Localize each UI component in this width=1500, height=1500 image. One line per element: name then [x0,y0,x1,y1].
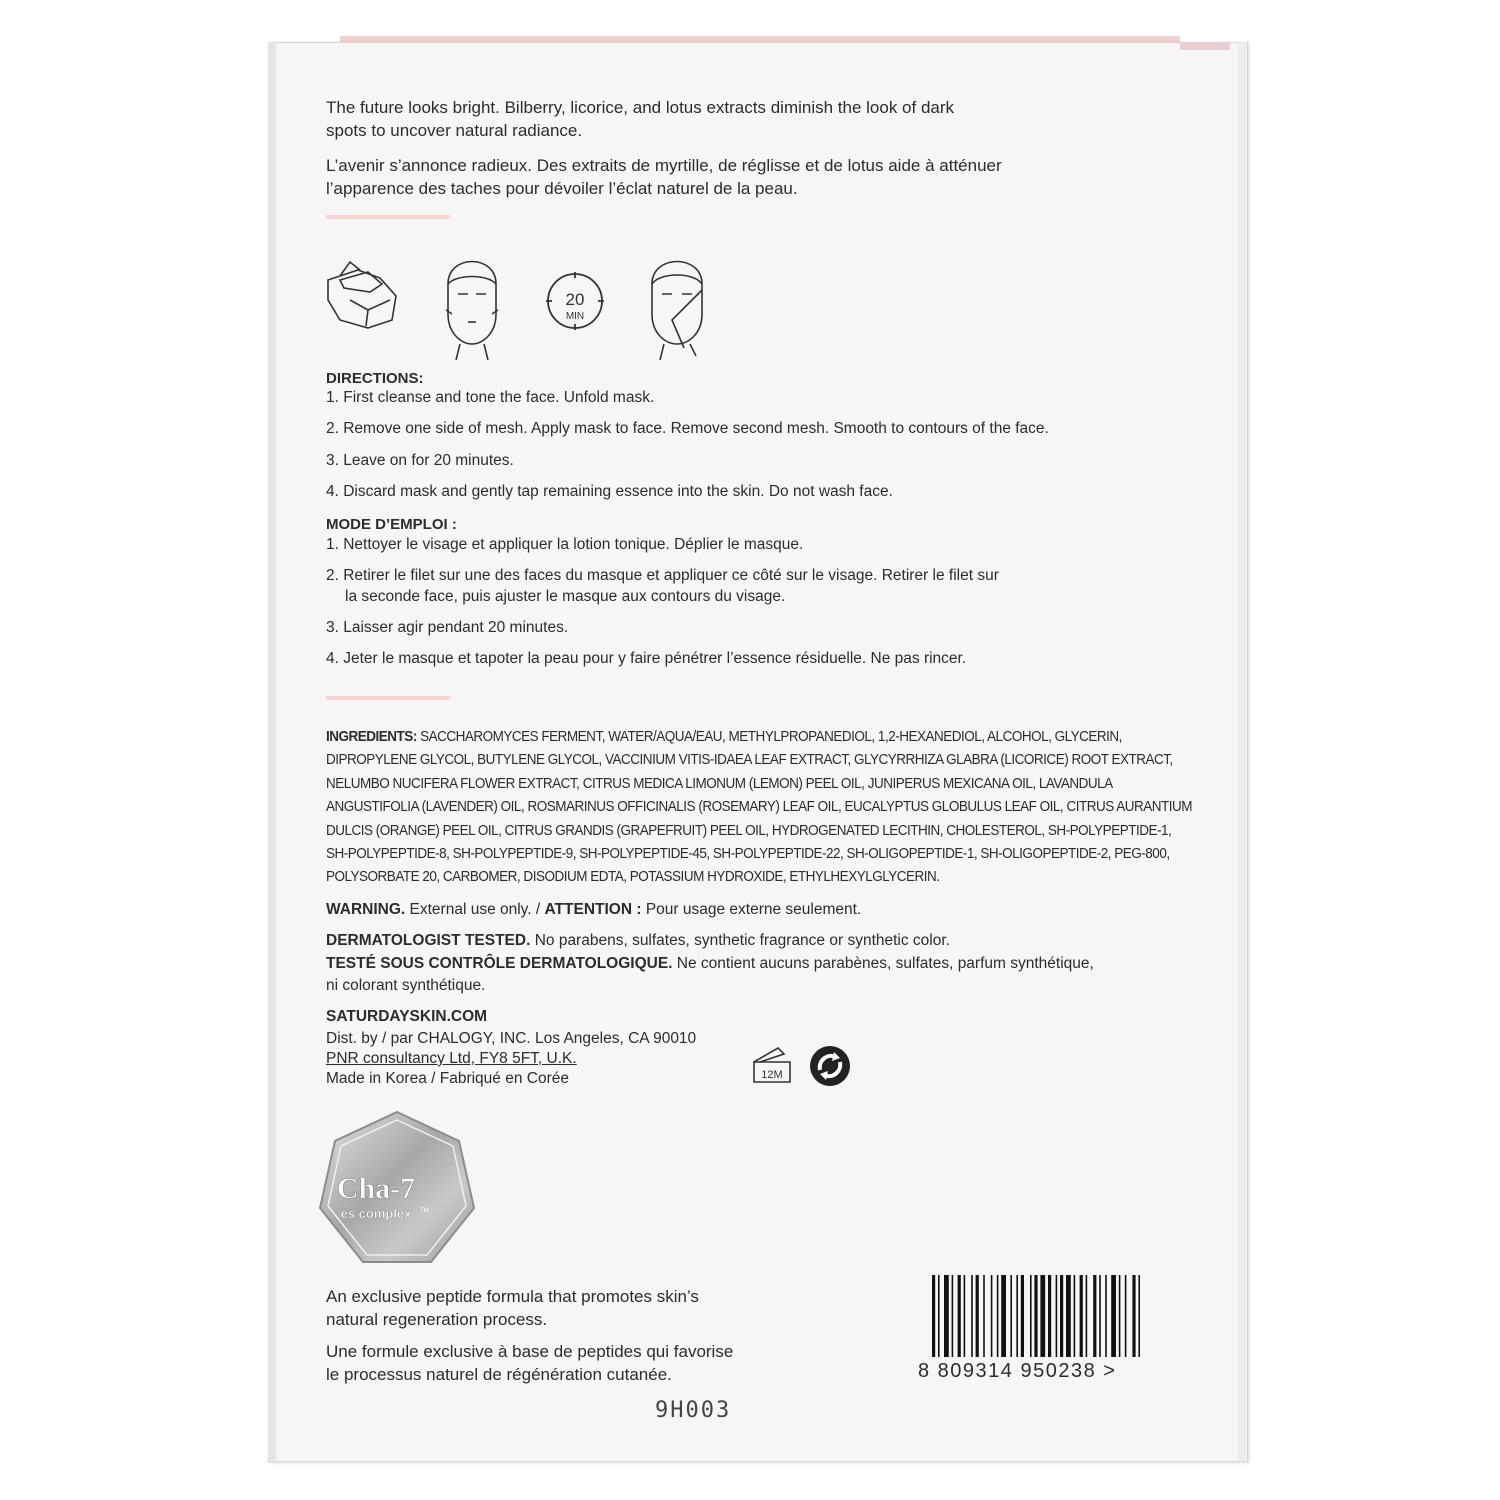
peptide-fr-line2: le processus naturel de régénération cutanée. [326,1365,672,1384]
barcode-bar [1066,1275,1071,1357]
directions-heading: DIRECTIONS: [326,370,424,387]
ingredients-line-1: INGREDIENTS: SACCHAROMYCES FERMENT, WATER/AQUA/EAU, METHYLPROPANEDIOL, 1,2-HEXANEDIOL, ALCOHOL, GLYCERIN, [326,728,1122,745]
directions-step-3: 3. Leave on for 20 minutes. [326,452,514,469]
barcode-bar [952,1275,954,1357]
recycle-icon [808,1044,852,1088]
badge-subtitle: es complex [340,1206,412,1221]
barcode-bar [938,1275,940,1357]
uk-address: PNR consultancy Ltd, FY8 5FT, U.K. [326,1050,577,1067]
barcode-bar [1093,1275,1096,1357]
barcode-bar [1010,1275,1012,1357]
badge-tm: TM [420,1208,429,1214]
barcode [930,1275,1180,1357]
divider-middle [326,696,450,700]
ingredients-block [326,725,1206,889]
box-right-edge [1238,42,1246,1460]
pao-label: 12M [761,1069,783,1081]
box-left-edge [268,42,276,1460]
attention-label: ATTENTION : [544,901,642,918]
barcode-bar [976,1275,979,1357]
barcode-bar [1111,1275,1116,1357]
barcode-bar [964,1275,966,1357]
barcode-bar [1060,1275,1063,1357]
mode-emploi-step-3: 3. Laisser agir pendant 20 minutes. [326,619,569,636]
directions-step-1: 1. First cleanse and tone the face. Unfold mask. [326,389,655,406]
derm-label: DERMATOLOGIST TESTED. [326,932,531,949]
barcode-bar [1056,1275,1058,1357]
mode-emploi-step-1: 1. Nettoyer le visage et appliquer la lotion tonique. Déplier le masque. [326,536,804,553]
ingredients-line-6: SH-POLYPEPTIDE-8, SH-POLYPEPTIDE-9, SH-POLYPEPTIDE-45, SH-POLYPEPTIDE-22, SH-OLIGOPEPTIDE-1, SH-OLIGOPEPTIDE-2, PEG-800, [326,845,1170,863]
intro-fr-line2: l’apparence des taches pour dévoiler l’éclat naturel de la peau. [326,179,798,198]
derm-label-fr: TESTÉ SOUS CONTRÔLE DERMATOLOGIQUE. [326,955,673,972]
mode-emploi-heading: MODE D’EMPLOI : [326,516,457,533]
barcode-bar [1132,1275,1135,1357]
barcode-bar [1001,1275,1006,1357]
lot-number: 9H003 [655,1398,732,1423]
website: SATURDAYSKIN.COM [326,1008,488,1025]
badge-title: Cha-7 [336,1172,416,1205]
barcode-number: 8 809314 950238 > [918,1360,1117,1382]
barcode-bar [997,1275,999,1357]
intro-en-line1: The future looks bright. Bilberry, licorice, and lotus extracts diminish the look of dark [326,98,955,117]
barcode-bar [932,1275,935,1357]
barcode-bar [1016,1275,1018,1357]
barcode-bar [1074,1275,1076,1357]
ingredients-line-3: NELUMBO NUCIFERA FLOWER EXTRACT, CITRUS MEDICA LIMONUM (LEMON) PEEL OIL, JUNIPERUS MEXICANA OIL, LAVANDULA [326,774,1113,792]
distributor: Dist. by / par CHALOGY, INC. Los Angeles, CA 90010 [326,1030,697,1047]
barcode-bar [944,1275,949,1357]
ingredients-line-7: POLYSORBATE 20, CARBOMER, DISODIUM EDTA, POTASSIUM HYDROXIDE, ETHYLHEXYLGLYCERIN. [326,868,940,886]
mode-emploi-step-2-cont: la seconde face, puis ajuster le masque aux contours du visage. [345,588,786,605]
mode-emploi-step-4: 4. Jeter le masque et tapoter la peau pour y faire pénétrer l’essence résiduelle. Ne pas rincer. [326,650,967,667]
cha7-badge [316,1110,478,1278]
barcode-bar [983,1275,985,1357]
ingredients-line-4: ANGUSTIFOLIA (LAVENDER) OIL, ROSMARINUS OFFICINALIS (ROSEMARY) LEAF OIL, EUCALYPTUS GLOBULUS LEAF OIL, CITRUS AURANTIUM [326,798,1193,816]
peptide-en-line2: natural regeneration process. [326,1310,548,1329]
ingredients-line-2: DIPROPYLENE GLYCOL, BUTYLENE GLYCOL, VACCINIUM VITIS-IDAEA LEAF EXTRACT, GLYCYRRHIZA GLABRA (LICORICE) ROOT EXTRACT, [326,751,1173,769]
barcode-bar [1105,1275,1107,1357]
barcode-bar [971,1275,973,1357]
ingredients-line-5: DULCIS (ORANGE) PEEL OIL, CITRUS GRANDIS (GRAPEFRUIT) PEEL OIL, HYDROGENATED LECITHIN, CHOLESTEROL, SH-POLYPEPTIDE-1, [326,821,1172,839]
barcode-bar [991,1275,993,1357]
directions-step-2: 2. Remove one side of mesh. Apply mask to face. Remove second mesh. Smooth to contours of the face. [326,420,1049,437]
barcode-bar [1138,1275,1140,1357]
warning-label: WARNING. [326,901,406,918]
barcode-bar [1040,1275,1045,1357]
barcode-bar [1119,1275,1121,1357]
barcode-bar [1030,1275,1032,1357]
derm-en-line: DERMATOLOGIST TESTED. No parabens, sulfates, synthetic fragrance or synthetic color. [326,932,950,949]
barcode-bar [958,1275,961,1357]
timer-icon [546,272,604,330]
intro-en-line2: spots to uncover natural radiance. [326,121,583,140]
derm-fr-line2: ni colorant synthétique. [326,977,486,994]
derm-fr-line: TESTÉ SOUS CONTRÔLE DERMATOLOGIQUE. Ne contient aucuns parabènes, sulfates, parfum synthétique, [326,955,1094,972]
box-flap-pink-right [1180,42,1230,50]
ingredients-label: INGREDIENTS: [326,728,417,745]
directions-step-4: 4. Discard mask and gently tap remaining essence into the skin. Do not wash face. [326,483,893,500]
peptide-en-line1: An exclusive peptide formula that promotes skin’s [326,1287,699,1306]
barcode-bar [1034,1275,1037,1357]
face-mask-apply-icon [446,262,498,361]
face-mask-remove-icon [652,262,702,361]
warning-line: WARNING. External use only. / ATTENTION : Pour usage externe seulement. [326,901,862,918]
timer-unit: MIN [565,311,585,322]
divider-top [326,215,450,219]
barcode-bar [1125,1275,1127,1357]
timer-number: 20 [565,290,585,309]
directions-icons [320,240,720,360]
barcode-bar [1099,1275,1101,1357]
made-in: Made in Korea / Fabriqué en Corée [326,1070,569,1087]
barcode-bar [1086,1275,1088,1357]
barcode-bar [1021,1275,1024,1357]
barcode-bar [1080,1275,1083,1357]
pao-jar-icon [748,1044,796,1086]
mode-emploi-step-2: 2. Retirer le filet sur une des faces du masque et appliquer ce côté sur le visage. Retirer le filet sur [326,567,999,584]
intro-fr-line1: L’avenir s’annonce radieux. Des extraits de myrtille, de réglisse et de lotus aide à atténuer [326,156,1002,175]
mask-package-icon [328,262,396,328]
barcode-bar [1048,1275,1051,1357]
peptide-fr-line1: Une formule exclusive à base de peptides qui favorise [326,1342,734,1361]
